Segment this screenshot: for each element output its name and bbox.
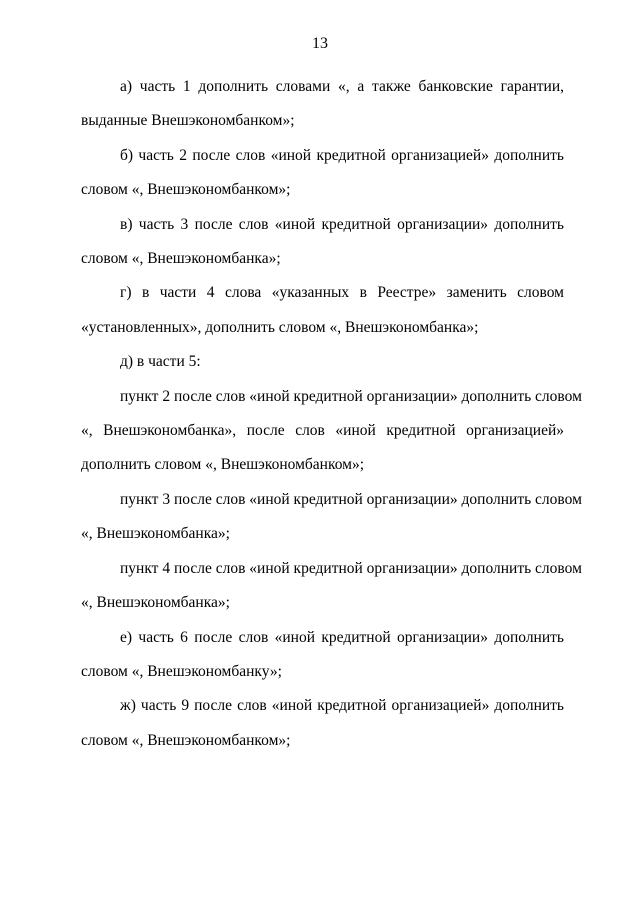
paragraph-line: словом «, Внешэкономбанка»; xyxy=(81,250,281,268)
paragraph-line: выданные Внешэкономбанком»; xyxy=(81,112,295,130)
paragraph-line: в) часть 3 после слов «иной кредитной организации» дополнить xyxy=(120,215,564,233)
paragraph-line: пункт 4 после слов «иной кредитной организации» дополнить словом xyxy=(120,559,582,577)
subparagraph-point-4 xyxy=(81,552,582,621)
paragraph-line: д) в части 5: xyxy=(120,353,201,371)
subparagraph-point-3 xyxy=(81,483,582,552)
paragraph-line: дополнить словом «, Внешэкономбанком»; xyxy=(81,456,365,474)
paragraph-line: пункт 3 после слов «иной кредитной организации» дополнить словом xyxy=(120,490,582,508)
paragraph-line: словом «, Внешэкономбанку»; xyxy=(81,662,282,680)
subparagraph-point-2 xyxy=(81,380,582,483)
paragraph-line: словом «, Внешэкономбанком»; xyxy=(81,731,291,749)
paragraph-line: словом «, Внешэкономбанком»; xyxy=(81,181,291,199)
paragraph-a xyxy=(81,70,564,139)
paragraph-line: ж) часть 9 после слов «иной кредитной организацией» дополнить xyxy=(120,697,564,715)
paragraph-zh xyxy=(81,689,564,758)
paragraph-d xyxy=(81,345,564,379)
document-body xyxy=(81,70,582,758)
paragraph-g xyxy=(81,276,564,345)
paragraph-v xyxy=(81,208,564,277)
paragraph-line: е) часть 6 после слов «иной кредитной организации» дополнить xyxy=(120,628,564,646)
paragraph-line: «установленных», дополнить словом «, Внешэкономбанка»; xyxy=(81,318,479,336)
paragraph-line: б) часть 2 после слов «иной кредитной организацией» дополнить xyxy=(120,146,564,164)
paragraph-line: а) часть 1 дополнить словами «, а также банковские гарантии, xyxy=(120,78,564,95)
paragraph-line: «, Внешэкономбанка», после слов «иной кредитной организацией» xyxy=(81,422,564,440)
paragraph-line: «, Внешэкономбанка»; xyxy=(81,525,230,543)
paragraph-e xyxy=(81,621,564,690)
paragraph-line: г) в части 4 слова «указанных в Реестре» заменить словом xyxy=(120,284,564,302)
paragraph-b xyxy=(81,139,564,208)
page-number: 13 xyxy=(312,35,328,52)
paragraph-line: «, Внешэкономбанка»; xyxy=(81,594,230,612)
paragraph-line: пункт 2 после слов «иной кредитной организации» дополнить словом xyxy=(120,387,582,405)
